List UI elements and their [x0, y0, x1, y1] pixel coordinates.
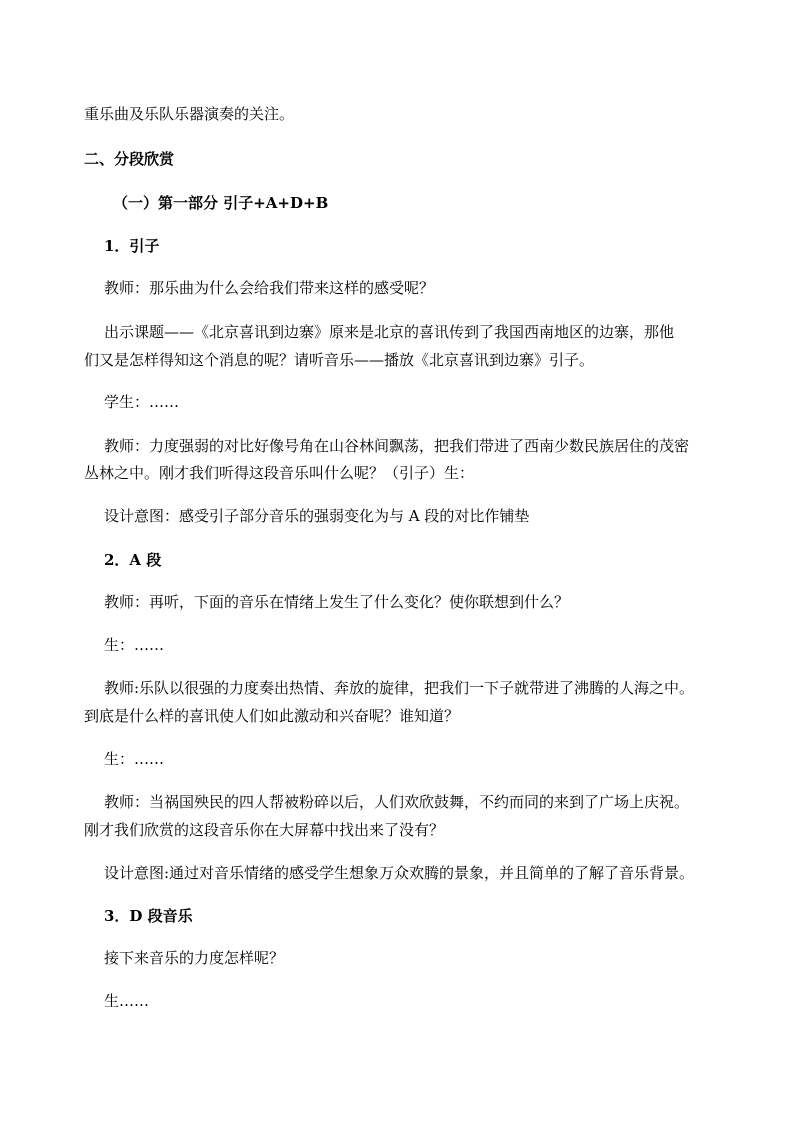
paragraph-line: 教师：那乐曲为什么会给我们带来这样的感受呢？ [104, 279, 435, 297]
paragraph-line: 教师：当祸国殃民的四人帮被粉碎以后，人们欢欣鼓舞，不约而同的来到了广场上庆祝。 [104, 793, 690, 811]
paragraph-line: 生：…… [104, 636, 165, 654]
paragraph-line: 设计意图:通过对音乐情绪的感受学生想象万众欢腾的景象，并且简单的了解了音乐背景。 [104, 864, 695, 882]
item-heading: 3．D 段音乐 [104, 907, 193, 925]
paragraph-line: 们又是怎样得知这个消息的呢？请听音乐——播放《北京喜讯到边寨》引子。 [84, 351, 595, 369]
section-heading: 二、分段欣赏 [84, 150, 175, 168]
subsection-heading: （一）第一部分 引子+A+D+B [113, 194, 329, 212]
paragraph-line: 出示课题——《北京喜讯到边寨》原来是北京的喜讯传到了我国西南地区的边寨，那他 [104, 323, 675, 341]
paragraph-line: 丛林之中。刚才我们听得这段音乐叫什么呢？（引子）生： [84, 464, 475, 482]
paragraph-line: 学生：…… [104, 393, 180, 411]
paragraph-line: 刚才我们欣赏的这段音乐你在大屏幕中找出来了没有？ [84, 821, 445, 839]
paragraph-line: 生：…… [104, 750, 165, 768]
paragraph-line: 设计意图：感受引子部分音乐的强弱变化为与 A 段的对比作铺垫 [104, 507, 530, 525]
paragraph-line: 生…… [104, 992, 150, 1010]
paragraph-line: 教师:乐队以很强的力度奏出热情、奔放的旋律，把我们一下子就带进了沸腾的人海之中。 [104, 679, 695, 697]
item-heading: 2．A 段 [104, 551, 162, 569]
paragraph-line: 重乐曲及乐队乐器演奏的关注。 [84, 105, 295, 123]
paragraph-line: 教师：再听，下面的音乐在情绪上发生了什么变化？使你联想到什么？ [104, 593, 570, 611]
item-heading: 1．引子 [104, 237, 160, 255]
paragraph-line: 接下来音乐的力度怎样呢？ [104, 949, 285, 967]
paragraph-line: 教师：力度强弱的对比好像号角在山谷林间飘荡，把我们带进了西南少数民族居住的茂密 [104, 437, 690, 455]
paragraph-line: 到底是什么样的喜讯使人们如此激动和兴奋呢？谁知道？ [84, 707, 460, 725]
